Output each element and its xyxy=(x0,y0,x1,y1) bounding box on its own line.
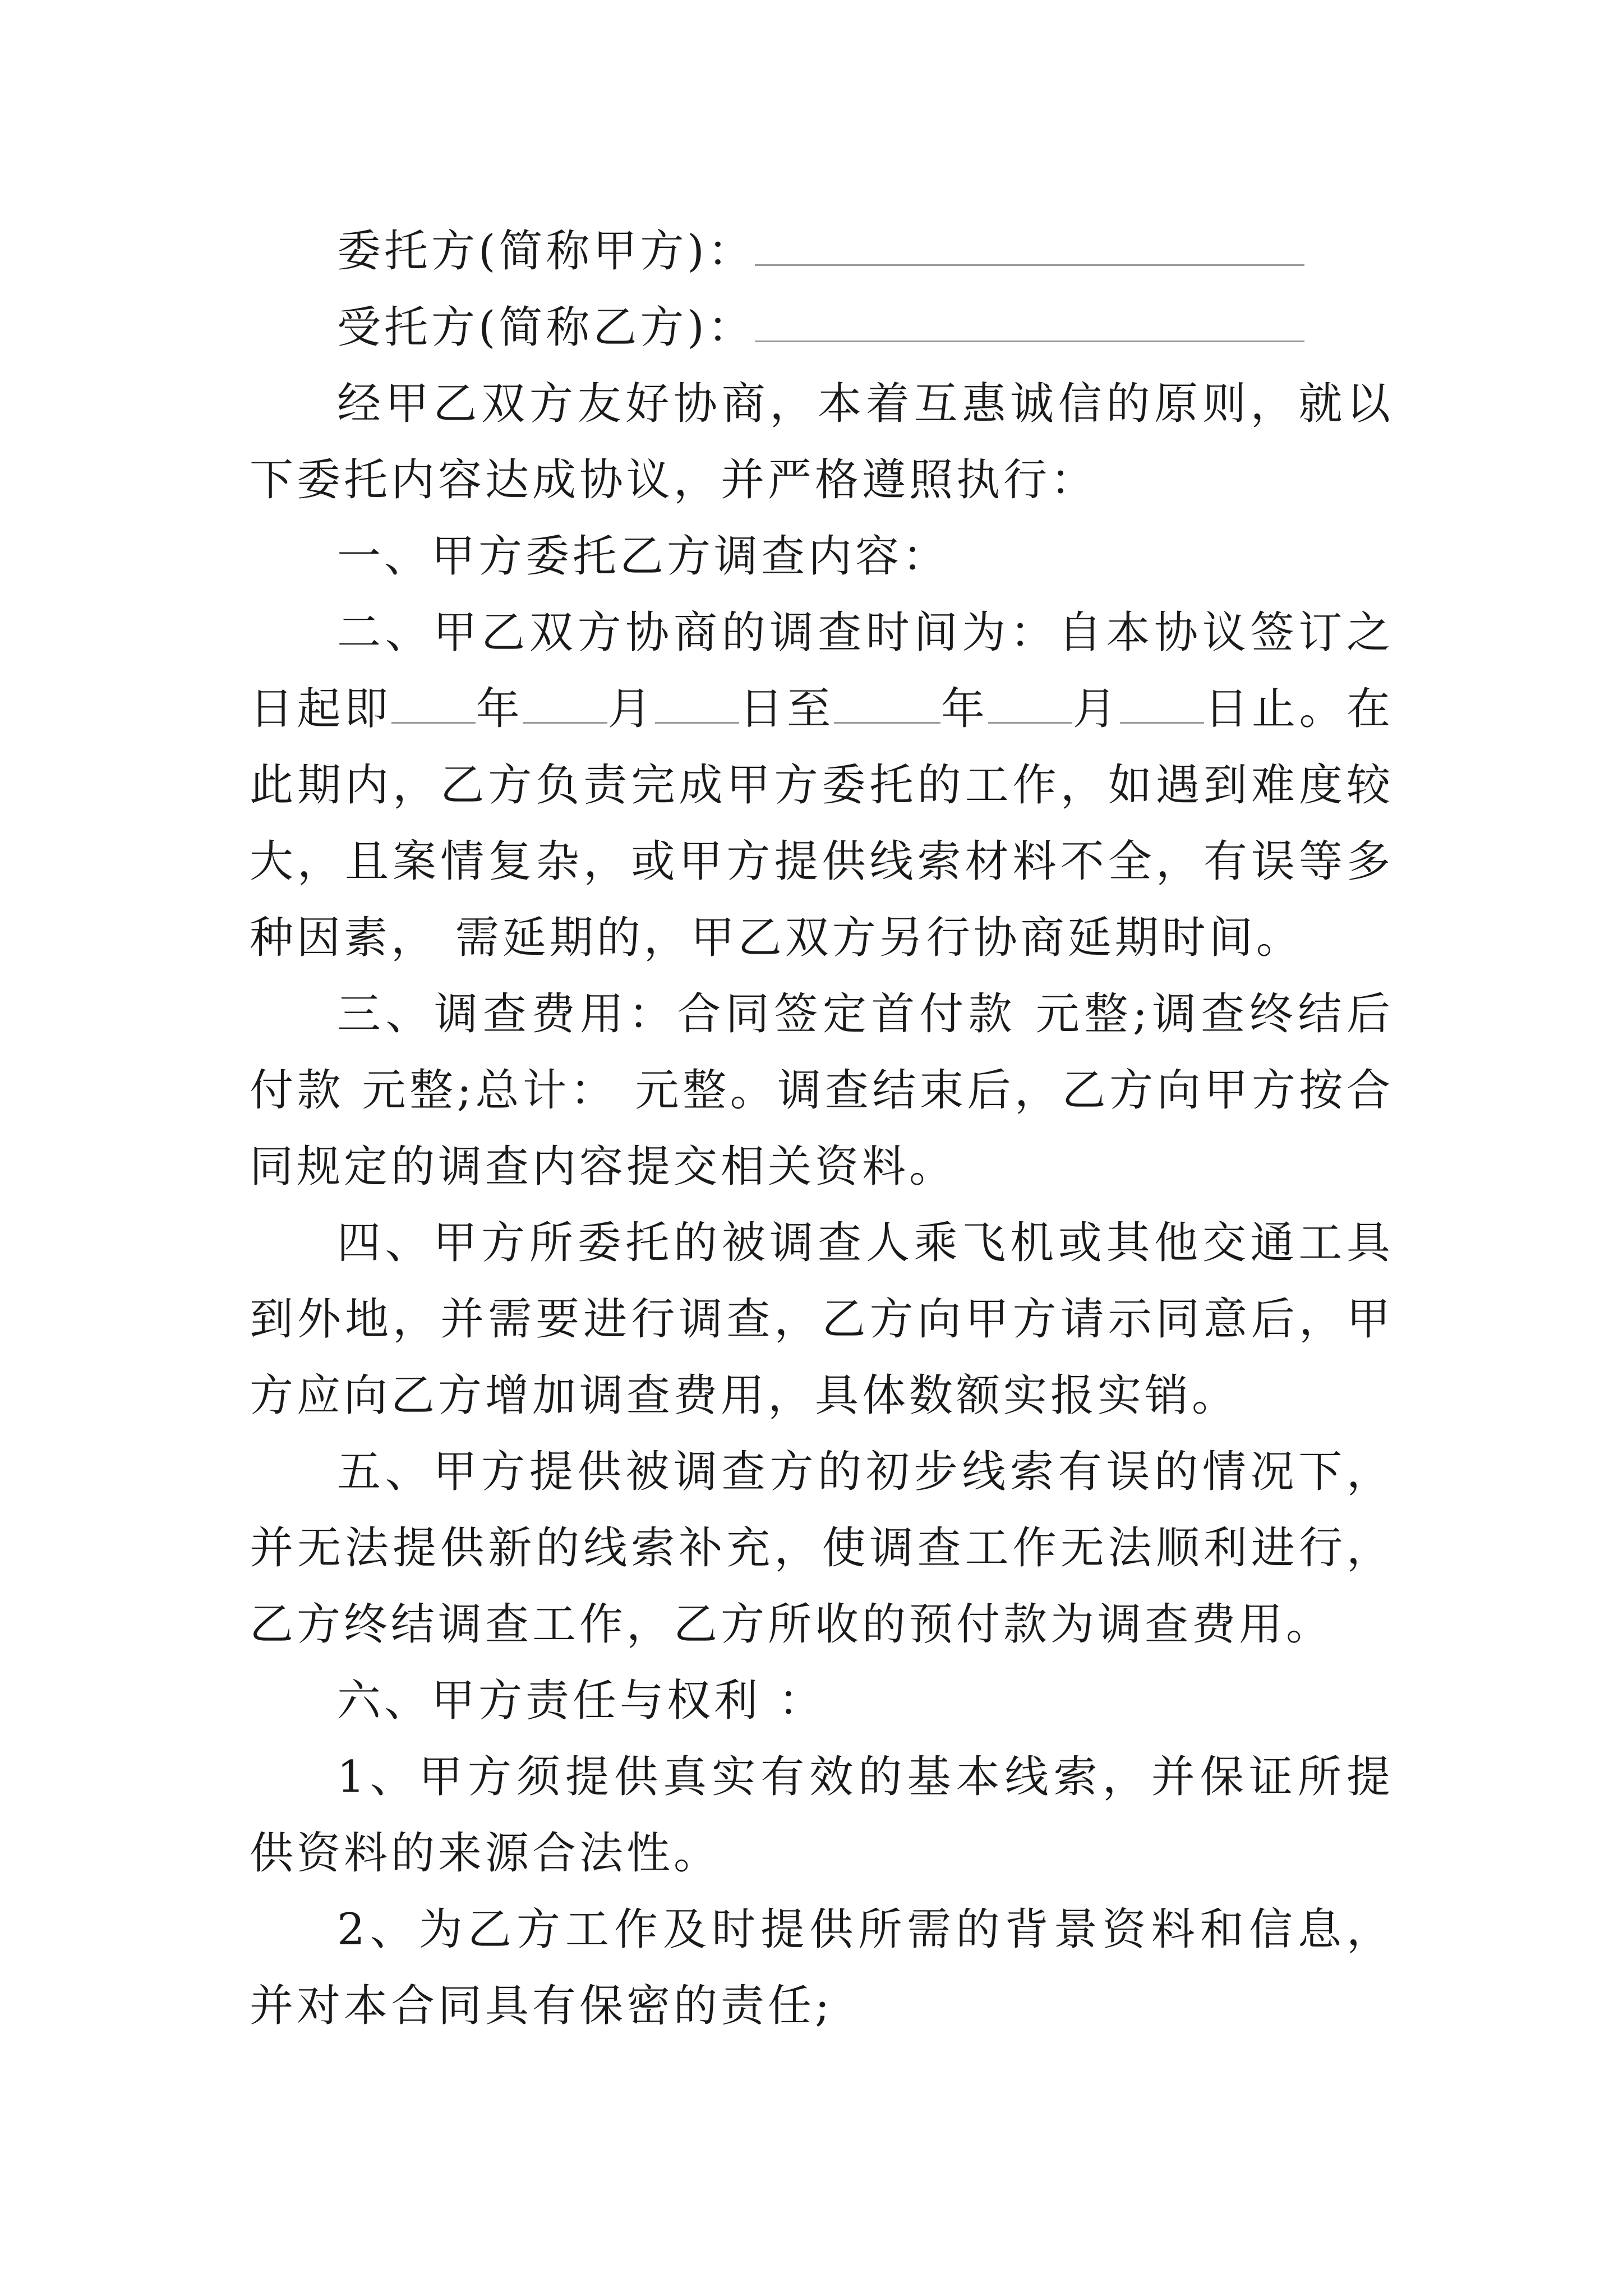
party-b-line xyxy=(250,289,1394,366)
clause-2-head: 二、甲乙双方协商的调查时间为：自本协议签订之日起即 xyxy=(250,608,1394,734)
day-blank-2 xyxy=(1120,688,1204,724)
year-blank-2 xyxy=(834,688,940,724)
clause-3: 三、调查费用：合同签定首付款 元整;调查终结后付款 元整;总计： 元整。调查结束后，乙方向甲方按合同规定的调查内容提交相关资料。 xyxy=(250,989,1394,1192)
month-blank-2 xyxy=(988,688,1072,724)
month-blank-1 xyxy=(523,688,607,724)
clause-1: 一、甲方委托乙方调查内容： xyxy=(337,531,950,582)
clause-2-tail: 日止。在此期内，乙方负责完成甲方委托的工作，如遇到难度较大，且案情复杂，或甲方提供线索材料不全，有误等多种因素， 需延期的，甲乙双方另行协商延期时间。 xyxy=(250,684,1394,963)
clause-4: 四、甲方所委托的被调查人乘飞机或其他交通工具到外地，并需要进行调查，乙方向甲方请示同意后，甲方应向乙方增加调查费用，具体数额实报实销。 xyxy=(250,1218,1394,1421)
party-a-line xyxy=(250,213,1394,289)
party-b-blank xyxy=(755,307,1304,342)
party-b-label: 受托方(简称乙方)： xyxy=(337,302,755,353)
clause-2-year1: 年 xyxy=(476,684,524,734)
day-blank-1 xyxy=(655,688,739,724)
clause-2-month2: 月 xyxy=(1072,684,1121,734)
clause-2-month1: 月 xyxy=(607,684,656,734)
clause-2-day1: 日至 xyxy=(739,684,834,734)
item-1: 1、甲方须提供真实有效的基本线索，并保证所提供资料的来源合法性。 xyxy=(250,1752,1394,1879)
item-2: 2、为乙方工作及时提供所需的背景资料和信息，并对本合同具有保密的责任; xyxy=(250,1904,1394,2031)
clause-5: 五、甲方提供被调查方的初步线索有误的情况下，并无法提供新的线索补充，使调查工作无法顺利进行，乙方终结调查工作，乙方所收的预付款为调查费用。 xyxy=(250,1447,1394,1650)
intro-paragraph: 经甲乙双方友好协商，本着互惠诚信的原则，就以下委托内容达成协议，并严格遵照执行： xyxy=(250,379,1394,505)
year-blank-1 xyxy=(391,688,476,724)
party-a-blank xyxy=(755,231,1304,266)
clause-6: 六、甲方责任与权利 ： xyxy=(337,1676,826,1726)
clause-2-year2: 年 xyxy=(940,684,989,734)
contract-page xyxy=(250,213,1394,2044)
party-a-label: 委托方(简称甲方)： xyxy=(337,226,755,277)
clause-2 xyxy=(250,595,1394,976)
